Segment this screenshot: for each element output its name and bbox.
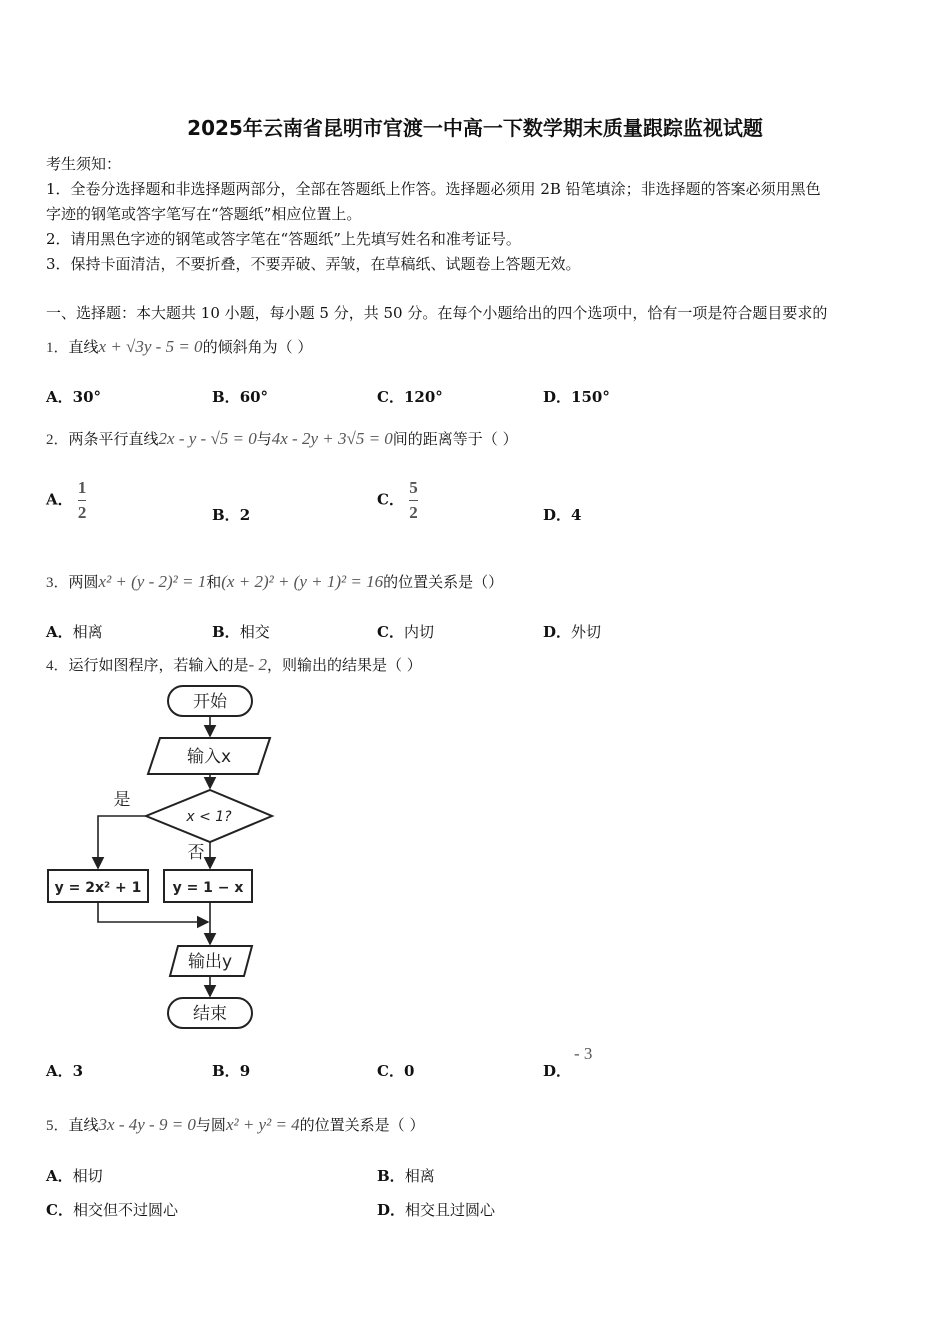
q2-option-b <box>212 504 250 525</box>
flow-right-process-label: y = 1 − x <box>172 880 244 896</box>
option-value: 4 <box>571 506 582 524</box>
option-value: 9 <box>239 1062 251 1080</box>
q3-option-a <box>46 621 103 642</box>
flow-output-label: 输出y <box>187 952 233 972</box>
q4-option-d <box>543 1060 571 1081</box>
option-label: B． <box>212 388 240 406</box>
option-value: 内切 <box>403 623 434 641</box>
page-title: 2025年云南省昆明市官渡一中高一下数学期末质量跟踪监视试题 <box>187 116 763 140</box>
q5-option-b <box>377 1165 435 1186</box>
question-number: 2． <box>46 432 69 448</box>
denominator: 2 <box>409 503 418 522</box>
q1-option-c <box>377 386 443 407</box>
question-text: 的倾斜角为（ ） <box>202 338 313 356</box>
option-label: B． <box>212 623 240 641</box>
flow-arrow <box>98 902 208 922</box>
option-label: A． <box>46 388 73 406</box>
fraction <box>409 478 418 523</box>
option-value: 相离 <box>72 623 103 641</box>
q4-option-c <box>377 1060 414 1081</box>
notice-line-2: 2．请用黑色字迹的钢笔或答字笔在“答题纸”上先填写姓名和准考证号。 <box>46 230 521 248</box>
option-label: D． <box>377 1201 406 1219</box>
option-value: 120° <box>403 388 443 406</box>
question-text: 两圆 <box>68 573 99 591</box>
option-label: A． <box>46 1167 73 1185</box>
notice-line-1b: 字迹的钢笔或答字笔写在“答题纸”相应位置上。 <box>46 205 362 223</box>
math-expression: 4x - 2y + 3√5 = 0 <box>271 429 393 448</box>
q5-option-c <box>46 1199 178 1220</box>
math-expression: - 2 <box>248 655 267 674</box>
question-text: 的位置关系是（） <box>383 573 504 591</box>
question-number: 3． <box>46 575 69 591</box>
q2-option-c <box>377 478 418 523</box>
question-text: 直线 <box>68 338 99 356</box>
question-number: 1． <box>46 340 69 356</box>
option-label: C． <box>46 1201 73 1219</box>
q3-option-c <box>377 621 434 642</box>
flow-yes-label: 是 <box>113 790 131 810</box>
option-label: D． <box>543 506 572 524</box>
option-value: 相交但不过圆心 <box>72 1201 178 1219</box>
option-value: 外切 <box>571 623 602 641</box>
q5-option-d <box>377 1199 495 1220</box>
option-label: C． <box>377 388 404 406</box>
option-value: 0 <box>403 1062 415 1080</box>
notice-line-1a: 1．全卷分选择题和非选择题两部分，全部在答题纸上作答。选择题必须用 2B 铅笔填涂；非选择题的答案必须用黑色 <box>46 180 821 198</box>
question-text: 的位置关系是（ ） <box>299 1116 425 1134</box>
notice-heading: 考生须知： <box>46 155 122 173</box>
q3-option-b <box>212 621 270 642</box>
option-label: B． <box>377 1167 405 1185</box>
math-expression: x² + y² = 4 <box>225 1115 300 1134</box>
option-label: C． <box>377 1062 404 1080</box>
section-heading: 一、选择题：本大题共 10 小题，每小题 5 分，共 50 分。在每个小题给出的四个选项中，恰有一项是符合题目要求的 <box>46 304 828 322</box>
option-label: A． <box>46 490 73 509</box>
option-value: 30° <box>72 388 102 406</box>
question-3 <box>46 571 503 592</box>
question-number: 4． <box>46 658 69 674</box>
math-expression: 3x - 4y - 9 = 0 <box>98 1115 196 1134</box>
question-text: 和 <box>206 573 222 591</box>
question-2 <box>46 428 518 449</box>
q4-option-d-value: - 3 <box>574 1044 593 1063</box>
q3-option-d <box>543 621 601 642</box>
math-expression: (x + 2)² + (y + 1)² = 16 <box>221 572 384 591</box>
option-label: A． <box>46 1062 73 1080</box>
option-value: 相交且过圆心 <box>405 1201 496 1219</box>
option-label: B． <box>212 506 240 524</box>
flow-start-label: 开始 <box>193 692 227 712</box>
q1-option-b <box>212 386 268 407</box>
option-value: 2 <box>239 506 251 524</box>
option-label: C． <box>377 490 404 509</box>
flow-decision-label: x < 1? <box>186 809 232 825</box>
question-number: 5． <box>46 1118 69 1134</box>
denominator: 2 <box>77 503 87 522</box>
question-text: 直线 <box>68 1116 99 1134</box>
option-value: 150° <box>571 388 610 406</box>
q2-option-d <box>543 504 581 525</box>
numerator: 1 <box>77 478 87 497</box>
notice-line-3: 3．保持卡面清洁，不要折叠，不要弄破、弄皱，在草稿纸、试题卷上答题无效。 <box>46 255 581 273</box>
q4-option-a <box>46 1060 83 1081</box>
option-value: 60° <box>239 388 269 406</box>
q2-option-a <box>46 478 86 523</box>
question-1 <box>46 336 312 357</box>
option-value: 相交 <box>239 623 270 641</box>
flow-no-label: 否 <box>187 843 205 863</box>
q5-option-a <box>46 1165 103 1186</box>
numerator: 5 <box>409 478 418 497</box>
option-label: D． <box>543 388 572 406</box>
q1-option-d <box>543 386 610 407</box>
flow-arrow-yes <box>98 816 146 868</box>
option-label: D． <box>543 623 572 641</box>
option-value: 相切 <box>72 1167 103 1185</box>
math-expression: x² + (y - 2)² = 1 <box>98 572 207 591</box>
flow-left-process-label: y = 2x² + 1 <box>54 880 142 896</box>
option-value: 3 <box>72 1062 84 1080</box>
fraction <box>78 478 87 523</box>
q1-option-a <box>46 386 101 407</box>
option-value: 相离 <box>404 1167 435 1185</box>
question-text: 运行如图程序，若输入的是 <box>68 656 249 674</box>
q4-option-b <box>212 1060 250 1081</box>
flow-input-label: 输入x <box>186 747 232 767</box>
math-expression: 2x - y - √5 = 0 <box>158 429 257 448</box>
question-text: ，则输出的结果是（ ） <box>266 656 422 674</box>
question-text: 间的距离等于（ ） <box>392 430 518 448</box>
option-label: A． <box>46 623 73 641</box>
option-label: D． <box>543 1062 572 1080</box>
math-expression: x + √3y - 5 = 0 <box>98 337 203 356</box>
question-5 <box>46 1114 424 1135</box>
option-label: C． <box>377 623 404 641</box>
question-4 <box>46 654 422 675</box>
flow-end-label: 结束 <box>193 1004 227 1024</box>
question-text: 与圆 <box>195 1116 226 1134</box>
option-label: B． <box>212 1062 240 1080</box>
question-text: 两条平行直线 <box>68 430 159 448</box>
question-text: 与 <box>256 430 272 448</box>
flowchart <box>40 680 290 1035</box>
